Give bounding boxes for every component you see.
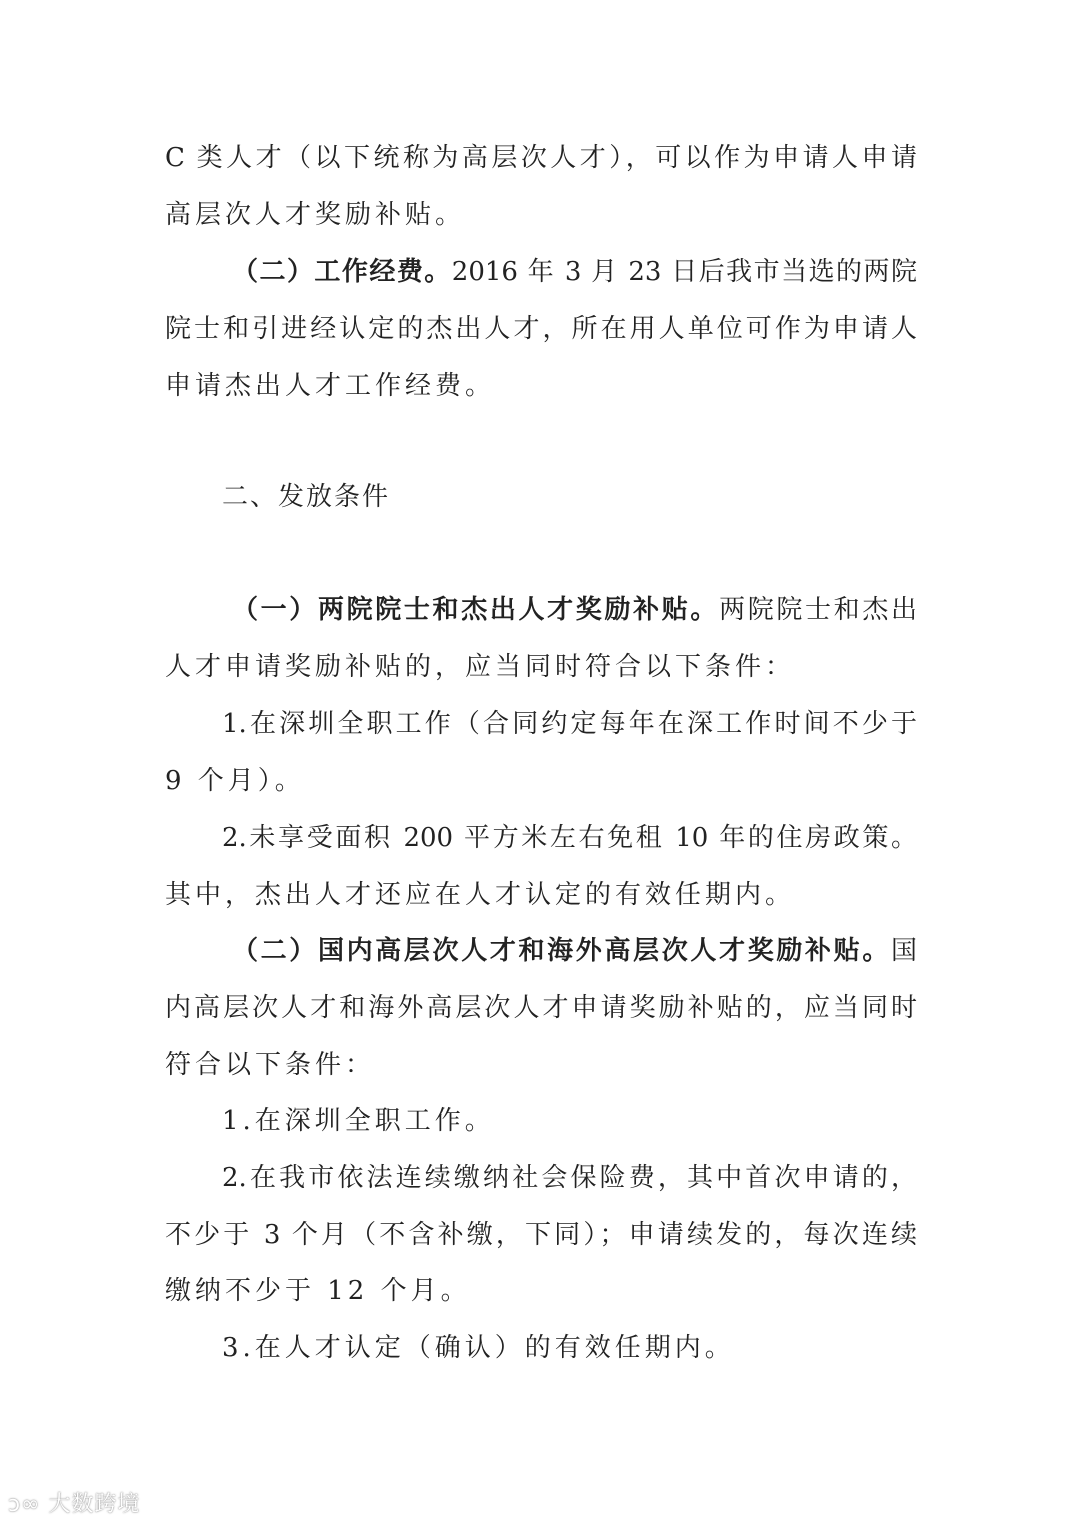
- paragraph-line: 2.在我市依法连续缴纳社会保险费，其中首次申请的，: [222, 1163, 917, 1193]
- paragraph-line: 内高层次人才和海外高层次人才申请奖励补贴的，应当同时: [165, 993, 917, 1023]
- logo-icon: ↄ∞: [8, 1492, 49, 1517]
- paragraph-line: 缴纳不少于 12 个月。: [165, 1276, 471, 1306]
- paragraph-line: 人才申请奖励补贴的，应当同时符合以下条件：: [165, 652, 796, 682]
- paragraph-line: 2.未享受面积 200 平方米左右免租 10 年的住房政策。: [222, 823, 917, 853]
- paragraph-line: [232, 255, 917, 289]
- watermark-text: 大数跨境: [48, 1492, 141, 1517]
- paragraph-line: 符合以下条件：: [165, 1050, 376, 1080]
- paragraph-line: 不少于 3 个月（不含补缴，下同）；申请续发的，每次连续: [165, 1220, 917, 1250]
- paragraph-line: 3.在人才认定（确认）的有效任期内。: [222, 1333, 735, 1363]
- paragraph-line: C 类人才（以下统称为高层次人才），可以作为申请人申请: [165, 143, 917, 173]
- paragraph-line: 院士和引进经认定的杰出人才，所在用人单位可作为申请人: [165, 314, 917, 344]
- text: 两院院士和杰出: [719, 595, 917, 625]
- paragraph-line: 1.在深圳全职工作。: [222, 1106, 495, 1136]
- text: 2016 年 3 月 23 日后我市当选的两院: [451, 257, 917, 287]
- paragraph-line: 申请杰出人才工作经费。: [165, 371, 496, 401]
- paragraph-line: 高层次人才奖励补贴。: [165, 200, 466, 230]
- paragraph-line: 9 个月）。: [165, 766, 305, 796]
- subheading: （一）两院院士和杰出人才奖励补贴。: [232, 595, 720, 625]
- subheading: （二）工作经费。: [232, 257, 452, 287]
- watermark-logo: [8, 1487, 140, 1518]
- paragraph-line: 其中，杰出人才还应在人才认定的有效任期内。: [165, 880, 796, 910]
- paragraph-line: [232, 593, 917, 627]
- paragraph-line: [232, 934, 917, 968]
- text: 国: [890, 936, 917, 966]
- paragraph-line: 1.在深圳全职工作（合同约定每年在深工作时间不少于: [222, 709, 917, 739]
- section-heading: 二、发放条件: [222, 482, 391, 512]
- subheading: （二）国内高层次人才和海外高层次人才奖励补贴。: [232, 936, 891, 966]
